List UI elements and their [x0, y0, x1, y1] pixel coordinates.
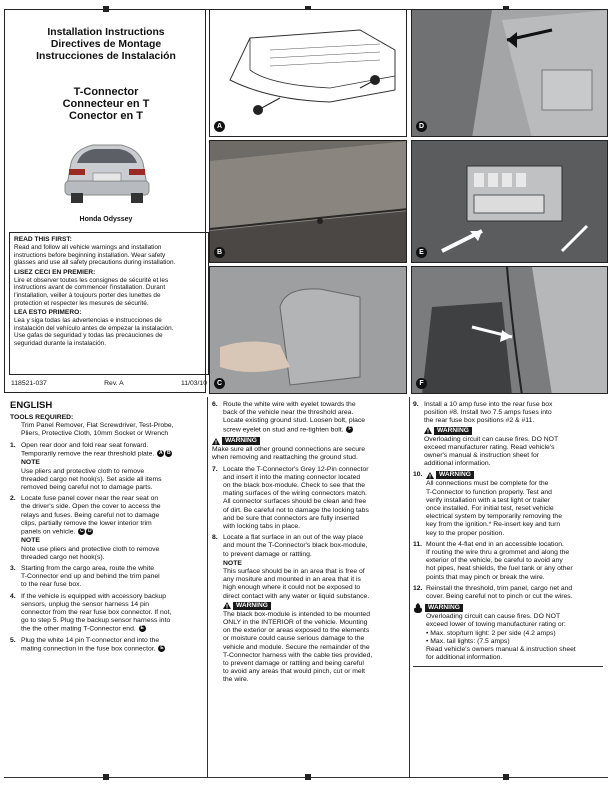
step-line: of dirt. Be careful not to damage the locking tabs	[223, 506, 369, 514]
figure-d-photo	[412, 10, 608, 137]
step-line: back of the vehicle near the threshold area.	[223, 409, 354, 417]
figure-a	[209, 9, 407, 137]
title-en: Installation Instructions	[47, 27, 165, 38]
note-line: threaded cargo net hook(s).	[21, 553, 105, 561]
step-number: 3.	[10, 565, 16, 573]
step-number: 1.	[10, 441, 16, 449]
step-line: All connections must be complete for the	[426, 480, 549, 488]
figure-e-photo	[412, 141, 608, 263]
text-column-3	[413, 401, 607, 667]
figure-d-label: D	[416, 121, 427, 132]
step-line: position #8. Install two 7.5 amps fuses into	[424, 409, 552, 417]
step-line: the driver's side. Open the cover to access the	[21, 503, 161, 511]
column-divider-2	[409, 397, 410, 777]
step-number: 9.	[413, 401, 419, 408]
note-line: This surface should be in an area that is free of	[223, 567, 365, 575]
warning-line: when removing and reattaching the ground stud.	[212, 454, 358, 462]
step-12	[413, 585, 607, 601]
warning-line: exceed lower of towing manufacturer rating or:	[426, 621, 566, 629]
figure-b-label: B	[214, 247, 225, 258]
warning-line: Read vehicle's owners manual & instruction sheet	[426, 646, 576, 654]
tools-list	[10, 422, 204, 438]
step-number: 4.	[10, 592, 16, 600]
figure-ref: D	[88, 527, 92, 534]
warning-line: Overloading circuit can cause fires. DO NOT	[426, 613, 561, 621]
step-5	[10, 637, 204, 654]
step-number: 8.	[212, 534, 218, 542]
step-line: Locate fuse panel cover near the rear seat on	[21, 495, 159, 503]
step-line: key to the proper position.	[426, 529, 505, 537]
step-line: and insert it into the mating connector located	[223, 473, 361, 481]
title-es: Instrucciones de Instalación	[36, 51, 176, 62]
step-11	[413, 541, 607, 582]
safety-en-line: glasses and use all safety precautions during installation.	[14, 259, 176, 267]
warning-label: WARNING	[436, 471, 474, 479]
title-block	[5, 27, 207, 63]
warning-line: Make sure all other ground connections are secure	[212, 446, 366, 454]
tools-line: Trim Panel Remover, Flat Screwdriver, Test-Probe,	[21, 422, 174, 430]
step-number: 12.	[413, 584, 423, 592]
warning-line: ONLY in the INTERIOR of the vehicle. Mounting	[223, 618, 368, 626]
note-line: high enough where it could not be exposed to	[223, 584, 361, 592]
step-line: T-Connector end up and behind the trim panel	[21, 573, 160, 581]
step-8	[212, 534, 406, 684]
step-line: T-Connector to function properly. Test and	[426, 488, 552, 496]
step-line: Starting from the cargo area, route the white	[21, 565, 154, 573]
warning-line: exceed manufacturer rating. Read vehicle's	[424, 443, 555, 451]
warning-line: or moisture could cause serious damage to the	[223, 635, 365, 643]
step-line: Reinstall the threshold, trim panel, cargo net and	[426, 584, 573, 592]
step-number: 11.	[413, 540, 423, 548]
figure-c	[209, 266, 407, 394]
step-line: key from the ignition.* Re-insert key and turn	[426, 521, 561, 529]
figure-ref: B	[166, 449, 171, 456]
text-column-2	[212, 401, 406, 688]
doc-date: 11/03/10	[181, 380, 207, 387]
warning-block	[212, 437, 406, 462]
column-divider-1	[207, 397, 208, 777]
step-1	[10, 442, 204, 493]
safety-es-line: Lea y siga todas las advertencias e instrucciones de	[14, 317, 162, 325]
figure-ref: E	[160, 645, 164, 652]
step-line: All connector surfaces should be clean and free	[223, 498, 367, 506]
step-line: relays and fuses. Being careful not to damage	[21, 511, 160, 519]
step-line: mating connection in the fuse box connector.	[21, 645, 156, 653]
safety-fr-line: protection et respecter les mesures de sécurité.	[14, 299, 149, 307]
note-line: removed being careful not to damage parts.	[21, 483, 153, 491]
safety-box	[9, 232, 209, 375]
step-line: Mount the 4-flat end in an accessible location.	[426, 540, 564, 548]
fire-warning-block	[413, 603, 607, 662]
warning-triangle-icon	[424, 427, 432, 434]
figure-d	[411, 9, 608, 137]
figure-f	[411, 266, 608, 394]
fire-hazard-icon	[413, 603, 423, 613]
warning-triangle-icon	[212, 438, 220, 445]
product-block	[5, 86, 207, 122]
figure-ref: C	[80, 527, 84, 534]
revision: Rev. A	[104, 380, 124, 387]
figure-f-photo	[412, 267, 608, 394]
warning-line: on the exterior or areas exposed to the elements	[223, 627, 370, 635]
step-3	[10, 565, 204, 590]
step-line: once installed. For initial test, reset vehicle	[426, 505, 554, 513]
step-line: electrical system by temporarily removing the	[426, 513, 562, 521]
safety-fr-line: instructions avant de commencer l'installation. Durant	[14, 284, 166, 292]
step-line: Open rear door and fold rear seat forward.	[21, 441, 149, 449]
warning-line: • Max. stop/turn light: 2 per side (4.2 amps)	[426, 629, 556, 637]
step-number: 5.	[10, 636, 16, 644]
safety-fr-title: LISEZ CECI EN PREMIER:	[14, 268, 96, 276]
tools-line: Pliers, Protective Cloth, 10mm Socket or Wrench	[21, 430, 169, 438]
step-line: on the black box-module. Check to see that the	[223, 481, 366, 489]
step-line: to the rear fuse box.	[21, 581, 82, 589]
step-line: sensors, unplug the sensor harness 14 pin	[21, 600, 150, 608]
step-line: Install a 10 amp fuse into the rear fuse box	[424, 401, 553, 408]
text-column-1	[10, 400, 204, 657]
step-line: mating surfaces of the wiring connectors match.	[223, 490, 367, 498]
step-line: screw eyelet on stud and re-tighten bolt.	[223, 425, 344, 433]
warning-line: vehicle and module. Secure the remainder of the	[223, 643, 370, 651]
bottom-tick-center	[305, 774, 311, 780]
step-line: and mount the T-Connector's black box-module,	[223, 542, 368, 550]
step-line: cover. Being careful not to pinch or cut the wires.	[426, 593, 573, 601]
step-number: 6.	[212, 401, 218, 408]
vehicle-caption: Honda Odyssey	[79, 216, 133, 223]
step-2	[10, 495, 204, 562]
figure-e	[411, 140, 608, 263]
note-line: Note use pliers and protective cloth to remove	[21, 545, 160, 553]
warning-label: WARNING	[434, 427, 472, 435]
warning-line: T-Connector harness with the cable ties provided,	[223, 651, 373, 659]
safety-en-title: READ THIS FIRST:	[14, 236, 72, 243]
note-line: threaded cargo net hook(s). Set aside all items	[21, 475, 162, 483]
figure-b-photo	[210, 141, 407, 263]
warning-line: additional information.	[424, 460, 491, 468]
vehicle-photo	[53, 133, 161, 209]
step-9	[413, 401, 607, 468]
figure-c-photo	[210, 267, 407, 394]
part-number: 118521-037	[11, 380, 47, 387]
step-line: the the other mating T-Connector end.	[21, 625, 136, 633]
language-heading: ENGLISH	[10, 400, 53, 411]
safety-en-line: instructions before beginning installation. Wear safety	[14, 251, 166, 259]
warning-line: the wire.	[223, 676, 249, 684]
step-line: go to step 5. Plug the backup sensor harness into	[21, 617, 171, 625]
warning-line: The black box-module is intended to be mounted	[223, 610, 370, 618]
product-es: Conector en T	[69, 110, 143, 122]
note-label: NOTE	[223, 559, 242, 567]
warning-triangle-icon	[426, 472, 434, 479]
step-number: 10.	[413, 471, 423, 479]
warning-line: owner's manual & instruction sheet for	[424, 452, 540, 460]
figure-e-label: E	[416, 247, 427, 258]
warning-line: for additional information.	[426, 654, 503, 662]
step-line: If routing the wire thru a grommet and along the	[426, 549, 570, 557]
step-line: panels on vehicle.	[21, 528, 76, 536]
step-line: Locate a flat surface in an out of the way place	[223, 534, 364, 542]
step-line: points that may pinch or break the wire.	[426, 573, 545, 581]
safety-es-line: Use gafas de seguridad y todas las precauciones de	[14, 332, 163, 340]
step-line: exterior of the vehicle, be careful to avoid any	[426, 557, 563, 565]
step-line: Plug the white 14 pin T-connector end into the	[21, 636, 160, 644]
step-7	[212, 466, 406, 532]
product-en: T-Connector	[73, 86, 139, 98]
step-line: connector from the rear fuse box connector. If not,	[21, 609, 172, 617]
document-meta	[11, 380, 207, 387]
step-line: Locate existing ground stud. Loosen bolt, place	[223, 417, 366, 425]
step-4	[10, 593, 204, 634]
note-line: direct contact with any water or liquid substance.	[223, 592, 370, 600]
figure-a-label: A	[214, 121, 225, 132]
safety-es-line: seguridad durante la instalación.	[14, 339, 107, 347]
figure-ref: A	[158, 449, 163, 456]
safety-es-title: LEA ESTO PRIMERO:	[14, 309, 82, 317]
warning-line: Overloading circuit can cause fires. DO NOT	[424, 435, 559, 443]
product-fr: Connecteur en T	[62, 98, 150, 110]
figure-ref: E	[140, 625, 144, 632]
step-line: Locate the T-Connector's Grey 12-Pin connector	[223, 465, 369, 473]
warning-label: WARNING	[233, 602, 271, 610]
note-label: NOTE	[21, 537, 40, 545]
cover-panel	[4, 9, 206, 393]
title-fr: Directives de Montage	[50, 39, 162, 50]
safety-en-line: Read and follow all vehicle warnings and installation	[14, 244, 162, 251]
safety-fr-line: l'installation, veiller à toujours porter des lunettes de	[14, 291, 161, 299]
figure-ref: F	[348, 425, 352, 432]
warning-line: • Max. tail lights: (7.5 amps)	[426, 637, 510, 645]
step-line: the rear fuse box positions #2 & #11.	[424, 417, 535, 425]
safety-fr-line: Lire et observer toutes les consignes de sécurité et les	[14, 276, 169, 284]
warning-line: to avoid any areas that would pinch, cut or melt	[223, 668, 366, 676]
step-6	[212, 401, 406, 434]
step-line: to prevent damage or rattling.	[223, 550, 312, 558]
note-line: any mositure and mounted in an area that it is	[223, 576, 361, 584]
figure-a-drawing	[210, 10, 407, 137]
step-line: with locking tabs in place.	[223, 522, 301, 530]
step-line: verify installation with a test light or trailer	[426, 496, 550, 504]
step-line: and be sure that connectors are fully inserted	[223, 514, 360, 522]
step-number: 7.	[212, 465, 218, 473]
warning-line: to prevent damage or rattling and being careful	[223, 659, 364, 667]
note-line: Use pliers and protective cloth to remove	[21, 467, 145, 475]
step-10	[413, 471, 607, 537]
tools-heading: TOOLS REQUIRED:	[10, 414, 74, 421]
step-line: clips, partially remove the lower interior trim	[21, 519, 152, 527]
note-label: NOTE	[21, 459, 40, 467]
step-number: 2.	[10, 495, 16, 503]
warning-triangle-icon	[223, 602, 231, 609]
step-line: Route the white wire with eyelet towards the	[223, 401, 356, 408]
bottom-tick-left	[103, 774, 109, 780]
bottom-tick-right	[503, 774, 509, 780]
safety-es-line: instalación del vehículo antes de empezar la instalación.	[14, 324, 174, 332]
step-line: Temporarily remove the rear threshold plate.	[21, 450, 155, 458]
step-line: hot pipes, heat shields, the fuel tank or any other	[426, 565, 573, 573]
figure-f-label: F	[416, 378, 427, 389]
step-line: If the vehicle is equipped with accessory backup	[21, 592, 167, 600]
column-end-rule	[413, 666, 603, 667]
figure-c-label: C	[214, 378, 225, 389]
figure-b	[209, 140, 407, 263]
warning-label: WARNING	[222, 437, 260, 445]
warning-label: WARNING	[425, 604, 463, 612]
